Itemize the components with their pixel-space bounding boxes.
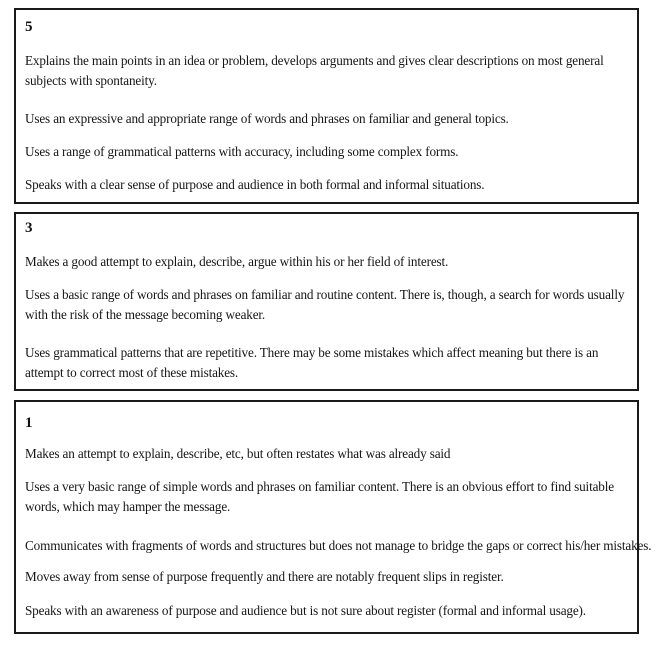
band-descriptor: Makes a good attempt to explain, describe, argue within his or her field of interest.	[25, 254, 449, 269]
band-score: 3	[25, 220, 33, 236]
band-descriptor: Makes an attempt to explain, describe, etc, but often restates what was already said	[25, 446, 451, 461]
band-descriptor: Explains the main points in an idea or problem, develops arguments and gives clear descriptions on most general subjects with spontaneity.	[25, 53, 604, 88]
band-descriptor: Speaks with an awareness of purpose and audience but is not sure about register (formal and informal usage).	[25, 603, 586, 618]
band-descriptor: Speaks with a clear sense of purpose and audience in both formal and informal situations.	[25, 177, 485, 192]
band-descriptor: Uses a very basic range of simple words and phrases on familiar content. There is an obvious effort to find suitable words, which may hamper the message.	[25, 479, 614, 514]
band-1-box	[14, 400, 652, 634]
band-descriptor: Moves away from sense of purpose frequently and there are notably frequent slips in register.	[25, 569, 504, 584]
band-descriptor: Communicates with fragments of words and structures but does not manage to bridge the gaps or correct his/her mistakes.	[25, 538, 652, 553]
band-descriptor: Uses a basic range of words and phrases on familiar and routine content. There is, though, a search for words usually with the risk of the message becoming weaker.	[25, 287, 625, 322]
band-3-box	[14, 212, 639, 391]
band-score: 1	[25, 415, 33, 431]
band-5-box	[14, 8, 639, 204]
band-descriptor: Uses an expressive and appropriate range of words and phrases on familiar and general topics.	[25, 111, 509, 126]
band-score: 5	[25, 19, 33, 35]
band-descriptor: Uses a range of grammatical patterns with accuracy, including some complex forms.	[25, 144, 459, 159]
band-descriptor: Uses grammatical patterns that are repetitive. There may be some mistakes which affect meaning but there is an attempt to correct most of these mistakes.	[25, 345, 599, 380]
